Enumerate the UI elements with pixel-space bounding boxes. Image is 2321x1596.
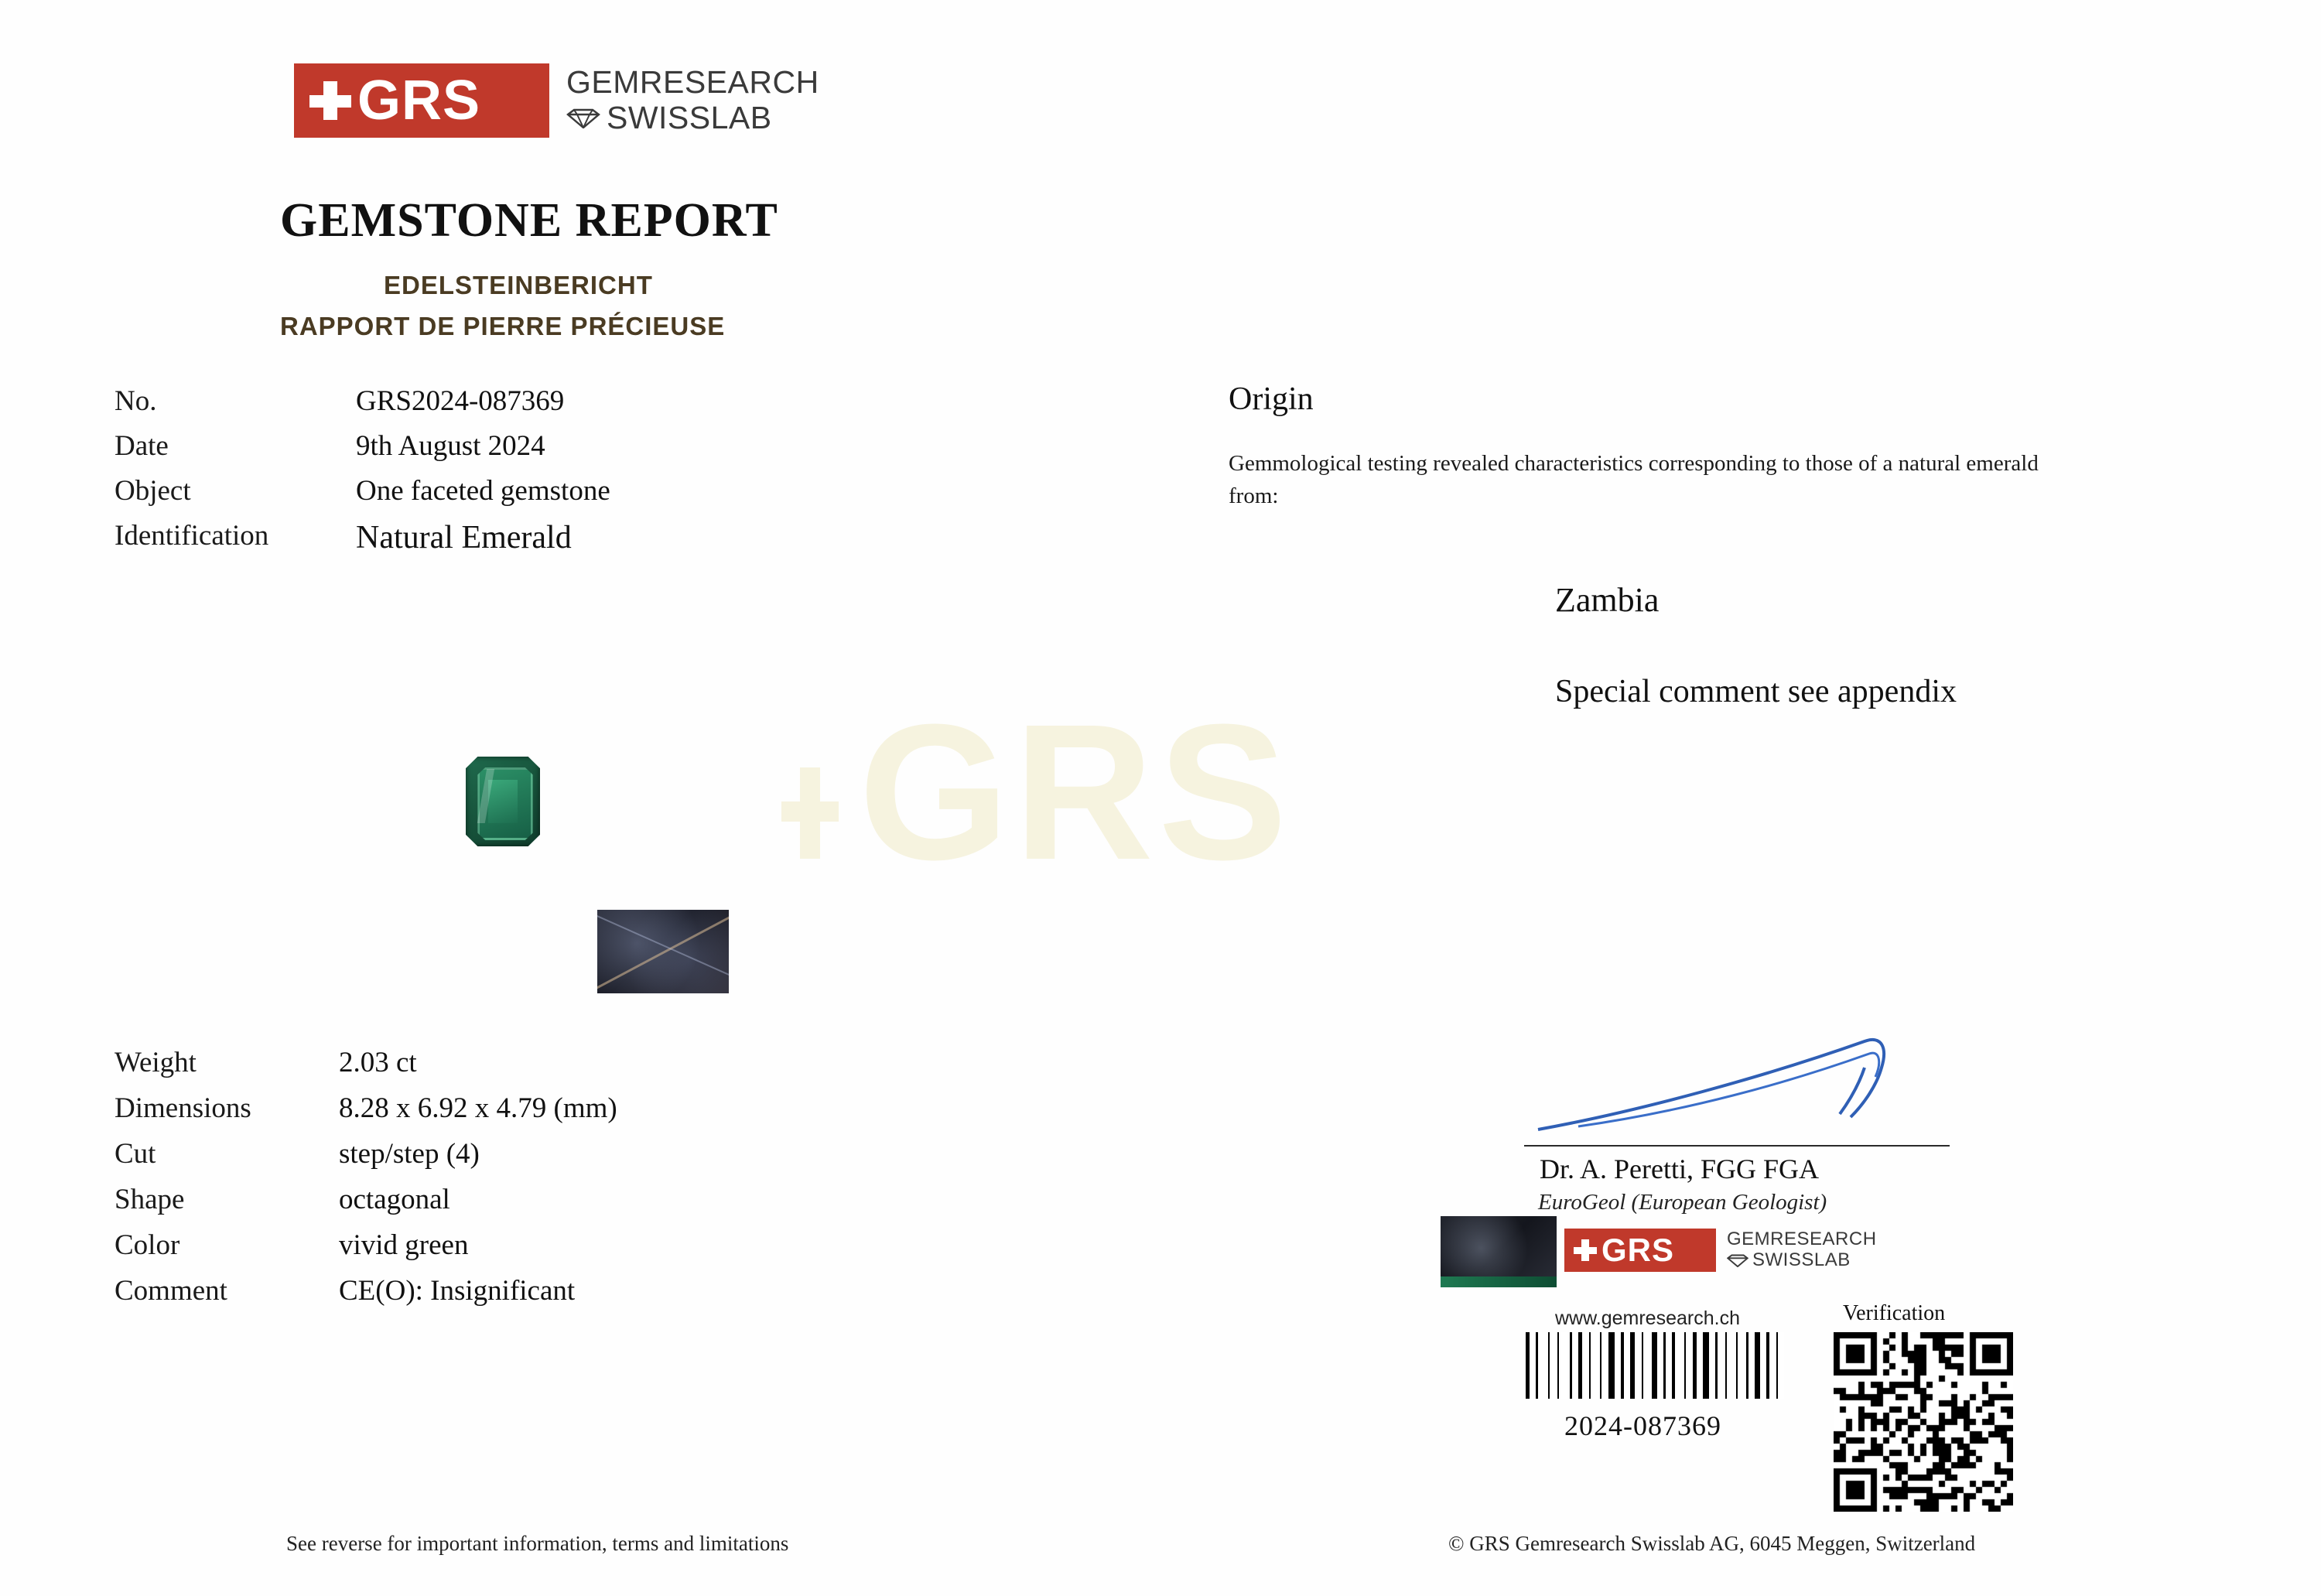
property-row [115,1231,617,1259]
diamond-icon [1727,1254,1748,1267]
property-label: Shape [115,1184,185,1215]
report-info-label: Date [115,430,169,462]
footer-logo-red-box [1564,1229,1716,1272]
report-info-label: No. [115,385,157,417]
logo-company-line1: GEMRESEARCH [566,64,819,101]
barcode-number: 2024-087369 [1564,1410,1721,1441]
qr-code-icon[interactable] [1834,1332,2013,1512]
report-info-row [115,432,610,460]
property-label: Color [115,1229,180,1261]
verification-label: Verification [1843,1301,1946,1325]
report-info-label: Object [115,475,191,507]
swiss-cross-icon [306,77,354,125]
barcode [1526,1332,1801,1399]
footer-logo-company-line2: SWISSLAB [1752,1249,1851,1270]
property-value: 2.03 ct [339,1047,417,1078]
report-info-row [115,521,610,554]
logo-grs-text: GRS [357,70,481,132]
grs-footer-logo [1564,1229,1877,1272]
property-row [115,1094,617,1123]
gem-properties-table [115,1048,617,1322]
report-info-value: GRS2024-087369 [356,385,565,417]
property-row [115,1276,617,1305]
origin-special-comment: Special comment see appendix [1555,674,1957,709]
logo-company-name [566,65,819,136]
property-label: Weight [115,1047,197,1078]
microscope-inclusion-photo-small [1441,1216,1557,1287]
property-value: step/step (4) [339,1138,480,1170]
property-label: Cut [115,1138,156,1170]
grs-logo [294,63,819,138]
property-value: CE(O): Insignificant [339,1275,576,1307]
logo-company-line2-wrap [566,101,819,136]
origin-description: Gemmological testing revealed characteristics corresponding to those of a natural emerald from: [1229,451,2039,509]
watermark-cross-icon [774,754,859,870]
diamond-icon [566,108,600,128]
website-url[interactable]: www.gemresearch.ch [1555,1307,1740,1329]
microscope-inclusion-photo [597,910,729,993]
page-title-french: RAPPORT DE PIERRE PRÉCIEUSE [280,312,726,340]
logo-red-box [294,63,549,138]
logo-company-line2: SWISSLAB [607,100,772,135]
property-row [115,1048,617,1077]
report-info-row [115,477,610,505]
property-value: 8.28 x 6.92 x 4.79 (mm) [339,1092,617,1124]
footer-logo-company-name [1727,1229,1877,1271]
signature-mark [1532,1037,1934,1137]
emerald-photo-inner-facet [488,780,518,823]
footer-note-left: See reverse for important information, terms and limitations [286,1532,789,1555]
grs-watermark [774,681,1292,903]
report-info-table [115,387,610,570]
report-info-value: 9th August 2024 [356,430,545,462]
emerald-photo [466,757,540,846]
signature-rule [1524,1145,1950,1147]
page-title-german: EDELSTEINBERICHT [384,271,653,299]
origin-country: Zambia [1555,581,1660,619]
footer-logo-company-line1: GEMRESEARCH [1727,1229,1877,1250]
footer-logo-grs-text: GRS [1601,1232,1675,1268]
report-info-value: Natural Emerald [356,520,572,555]
report-info-row [115,387,610,415]
footer-logo-company-line2-wrap [1727,1250,1877,1271]
report-info-label: Identification [115,520,269,552]
property-value: octagonal [339,1184,450,1215]
page-title: GEMSTONE REPORT [280,194,778,247]
signatory-role: EuroGeol (European Geologist) [1538,1190,1827,1215]
report-info-value: One faceted gemstone [356,475,610,507]
property-row [115,1140,617,1168]
watermark-text: GRS [859,684,1292,900]
swiss-cross-icon [1572,1237,1598,1263]
origin-heading: Origin [1229,381,1314,417]
signatory-name: Dr. A. Peretti, FGG FGA [1540,1153,1820,1184]
property-label: Dimensions [115,1092,251,1124]
property-value: vivid green [339,1229,469,1261]
property-label: Comment [115,1275,227,1307]
property-row [115,1185,617,1214]
footer-note-right: © GRS Gemresearch Swisslab AG, 6045 Meggen, Switzerland [1448,1532,1976,1555]
